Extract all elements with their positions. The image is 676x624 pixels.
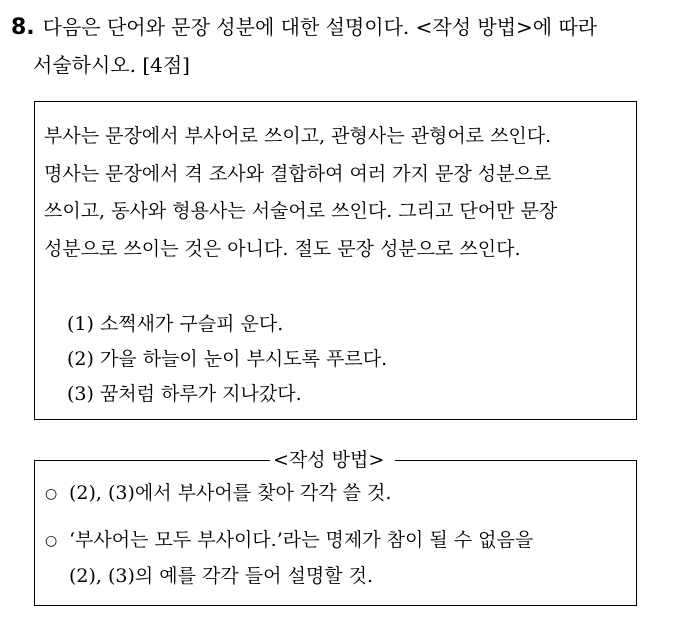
circle-bullet-icon: ○ [45, 533, 58, 549]
example-2: (2) 가을 하늘이 눈이 부시도록 푸르다. [67, 348, 388, 370]
passage-box [34, 101, 637, 420]
question-number: 8. [11, 15, 35, 40]
question-prompt-line-2: 서술하시오. [4점] [33, 53, 190, 77]
method-item-1-text: (2), (3)에서 부사어를 찾아 각각 쓸 것. [69, 482, 392, 504]
passage-text: 부사는 문장에서 부사어로 쓰이고, 관형사는 관형어로 쓰인다. 명사는 문장에서 격 조사와 결합하여 여러 가지 문장 성분으로 쓰이고, 동사와 형용사는 서술어로 쓰인다. 그리고 단어만 문장 성분으로 쓰이는 것은 아니다. 절도 문장 성분으로 쓰인다. [44, 125, 558, 260]
method-item-2-text: ‘부사어는 모두 부사이다.’라는 명제가 참이 될 수 없음을 [69, 529, 534, 551]
method-item-2-continued: (2), (3)의 예를 각각 들어 설명할 것. [69, 565, 374, 587]
question-line-1 [11, 12, 597, 43]
circle-bullet-icon: ○ [45, 486, 58, 502]
method-title: <작성 방법> [270, 447, 387, 473]
question-prompt-line-1: 다음은 단어와 문장 성분에 대한 설명이다. <작성 방법>에 따라 [42, 15, 598, 39]
method-box [34, 460, 637, 606]
example-3: (3) 꿈처럼 하루가 지나갔다. [67, 383, 302, 405]
method-item-2 [45, 525, 533, 556]
example-1: (1) 소쩍새가 구슬피 운다. [67, 313, 284, 335]
method-item-1 [45, 478, 391, 509]
